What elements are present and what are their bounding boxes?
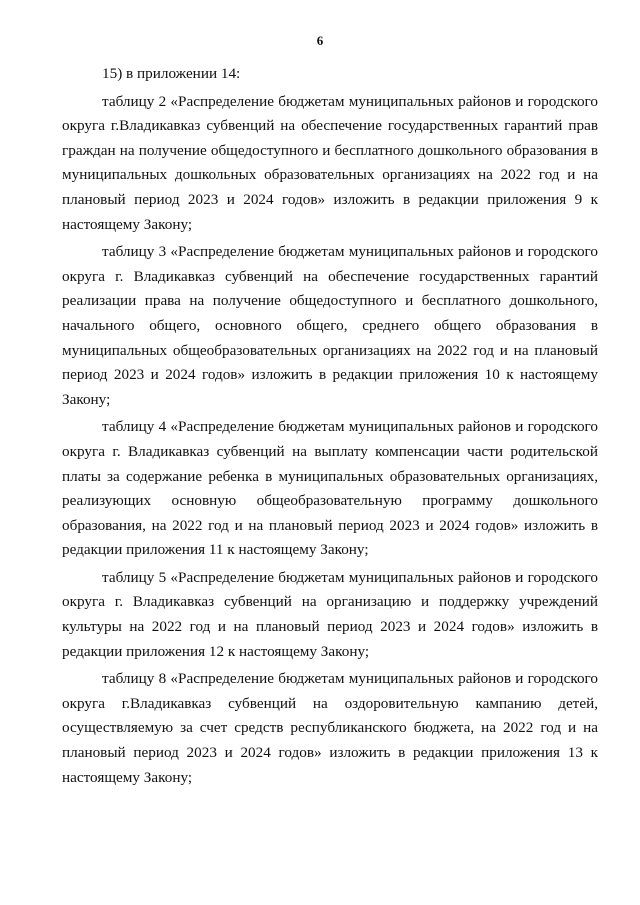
paragraph-table-4: таблицу 4 «Распределение бюджетам муниципальных районов и городского округа г. Владикавказ субвенций на выплату компенсации части родительской платы за содержание ребенка в муниципальных образовательных организациях, реализующих основную общеобразовательную программу дошкольного образования, на 2022 год и на плановый период 2023 и 2024 годов» изложить в редакции приложения 11 к настоящему Закону;	[62, 418, 598, 559]
paragraph-table-3: таблицу 3 «Распределение бюджетам муниципальных районов и городского округа г. Владикавказ субвенций на обеспечение государственных гарантий реализации права на получение общедоступного и бесплатного дошкольного, начального общего, основного общего, среднего общего образования в муниципальных общеобразовательных организациях на 2022 год и на плановый период 2023 и 2024 годов» изложить в редакции приложения 10 к настоящему Закону;	[62, 243, 598, 408]
paragraph-table-2: таблицу 2 «Распределение бюджетам муниципальных районов и городского округа г.Владикавказ субвенций на обеспечение государственных гарантий прав граждан на получение общедоступного и бесплатного дошкольного образования в муниципальных дошкольных образовательных организациях на 2022 год и на плановый период 2023 и 2024 годов» изложить в редакции приложения 9 к настоящему Закону;	[62, 92, 598, 233]
page-number: 6	[316, 33, 324, 48]
document-body	[62, 62, 598, 793]
paragraph-table-8: таблицу 8 «Распределение бюджетам муниципальных районов и городского округа г.Владикавказ субвенций на оздоровительную кампанию детей, осуществляемую за счет средств республиканского бюджета, на 2022 год и на плановый период 2023 и 2024 годов» изложить в редакции приложения 13 к настоящему Закону;	[62, 670, 598, 786]
paragraph-item-15-intro: 15) в приложении 14:	[102, 65, 241, 82]
paragraph-table-5: таблицу 5 «Распределение бюджетам муниципальных районов и городского округа г. Владикавказ субвенций на организацию и поддержку учреждений культуры на 2022 год и на плановый период 2023 и 2024 годов» изложить в редакции приложения 12 к настоящему Закону;	[62, 568, 598, 660]
